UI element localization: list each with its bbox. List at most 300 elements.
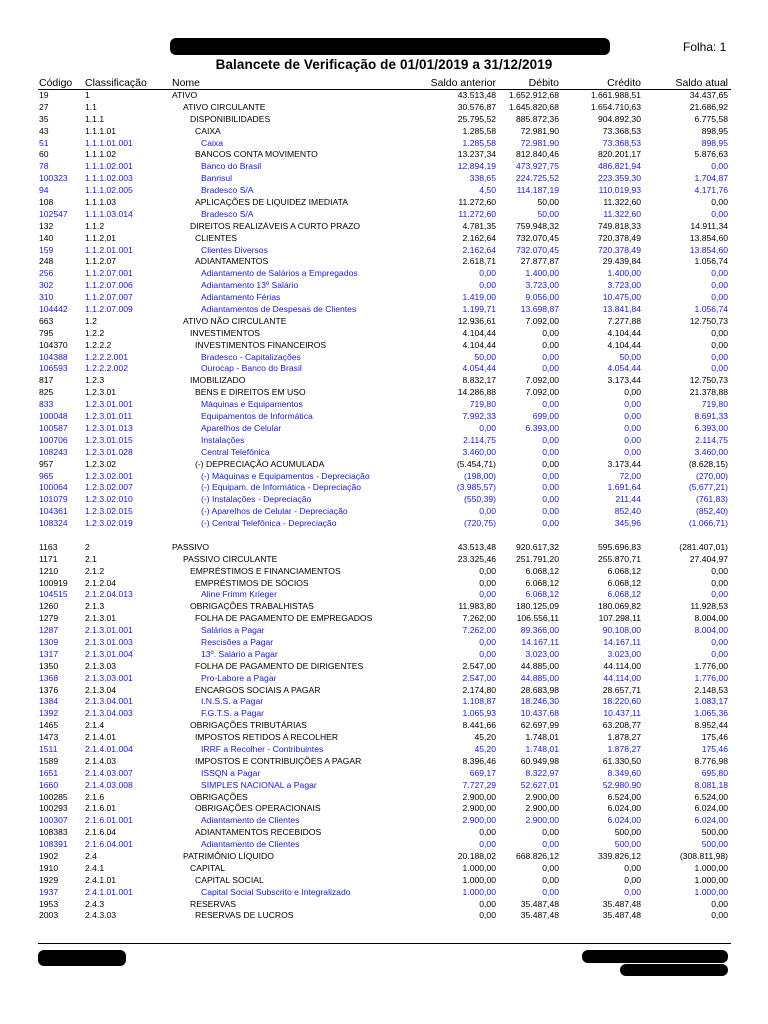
previous-balance: 7.727,29	[462, 779, 496, 790]
previous-balance: 20.188,02	[457, 851, 496, 861]
account-classification: 2.1.3.01	[85, 613, 117, 624]
table-row	[0, 494, 768, 506]
credit: 35.487,48	[602, 910, 641, 921]
previous-balance: 1.108,87	[462, 696, 496, 707]
section-spacer	[0, 530, 768, 542]
current-balance: 13.854,60	[689, 232, 728, 243]
header-current-balance: Saldo atual	[675, 77, 728, 89]
previous-balance: 1.000,00	[462, 886, 496, 897]
account-name: OBRIGAÇÕES TRABALHISTAS	[190, 601, 314, 612]
account-classification: 2.4.3.03	[85, 910, 117, 921]
table-row	[0, 114, 768, 126]
account-classification: 1.1.2.07.006	[85, 280, 133, 291]
account-code: 1368	[39, 672, 59, 683]
credit: 14.167,11	[603, 636, 641, 647]
previous-balance: 0,00	[479, 268, 496, 279]
account-code: 663	[39, 315, 54, 326]
debit: 473.927,75	[515, 161, 559, 172]
current-balance: 21.378,88	[689, 387, 728, 398]
current-balance: 0,00	[711, 589, 728, 600]
credit: 6.068,12	[607, 589, 641, 600]
previous-balance: 11.272,60	[458, 197, 496, 208]
account-code: 104388	[39, 351, 68, 362]
current-balance: (852,40)	[695, 506, 728, 517]
table-row	[0, 613, 768, 625]
account-code: 94	[39, 185, 49, 196]
account-classification: 2.1.4	[85, 720, 105, 731]
account-name: BENS E DIREITOS EM USO	[195, 387, 306, 398]
account-code: 302	[39, 280, 54, 291]
current-balance: 0,00	[711, 910, 728, 921]
credit: 500,00	[614, 827, 641, 838]
table-row	[0, 173, 768, 185]
previous-balance: 11.983,80	[458, 601, 496, 612]
account-classification: 2.1.6.04	[85, 827, 117, 838]
table-row	[0, 506, 768, 518]
table-row	[0, 138, 768, 150]
ledger-table	[0, 90, 768, 922]
table-row	[0, 221, 768, 233]
table-row	[0, 673, 768, 685]
current-balance: 21.686,92	[689, 101, 728, 112]
account-name: EMPRÉSTIMOS E FINANCIAMENTOS	[190, 565, 341, 576]
account-classification: 1.1.1.01	[85, 125, 117, 136]
previous-balance: 0,00	[479, 506, 496, 517]
debit: 885.872,36	[515, 113, 559, 124]
table-row	[0, 161, 768, 173]
previous-balance: 338,65	[469, 173, 496, 184]
account-code: 104361	[39, 506, 68, 517]
previous-balance: 43.513,48	[457, 541, 496, 552]
current-balance: 175,46	[701, 732, 728, 743]
credit: 255.870,71	[597, 553, 641, 564]
table-row	[0, 851, 768, 863]
header-debit: Débito	[528, 77, 559, 89]
previous-balance: 13.237,34	[457, 149, 496, 160]
debit: 0,00	[542, 874, 559, 885]
table-row	[0, 399, 768, 411]
account-classification: 1.2.3.02.001	[85, 470, 133, 481]
credit: 4.054,44	[607, 363, 641, 374]
account-code: 1929	[39, 874, 59, 885]
account-classification: 1.1.1.02.001	[85, 161, 133, 172]
account-name: IMPOSTOS RETIDOS A RECOLHER	[195, 732, 339, 743]
table-row	[0, 471, 768, 483]
table-row	[0, 756, 768, 768]
account-code: 1392	[39, 708, 59, 719]
credit: 1.878,27	[607, 743, 641, 754]
account-name: PASSIVO CIRCULANTE	[183, 553, 278, 564]
account-name: Aline Frimm Krieger	[201, 589, 277, 600]
current-balance: 8.776,98	[694, 755, 728, 766]
account-name: Banrisul	[201, 173, 233, 184]
credit: 13.841,84	[602, 304, 641, 315]
account-classification: 2.1.6.04.001	[85, 839, 133, 850]
credit: 211,44	[615, 494, 641, 505]
account-classification: 2.1.6.01	[85, 803, 117, 814]
account-name: Capital Social Subscrito e Integralizado	[201, 886, 351, 897]
current-balance: 0,00	[711, 161, 728, 172]
current-balance: (308.811,98)	[679, 851, 728, 861]
account-classification: 2.1.3	[85, 601, 105, 612]
current-balance: 719,80	[701, 399, 728, 410]
previous-balance: (720,75)	[463, 518, 496, 529]
debit: 6.068,12	[525, 565, 559, 576]
account-classification: 1.2.3.02.019	[85, 518, 133, 529]
account-classification: 1.1.2.07.007	[85, 292, 133, 303]
current-balance: 0,00	[711, 351, 728, 362]
debit: 10.437,68	[520, 708, 559, 719]
previous-balance: 669,17	[469, 767, 496, 778]
debit: 7.092,00	[525, 315, 559, 326]
account-classification: 2.1.4.01.004	[85, 743, 133, 754]
debit: 13.698,87	[520, 304, 559, 315]
current-balance: 0,00	[711, 898, 728, 909]
table-row	[0, 363, 768, 375]
previous-balance: 4.104,44	[462, 327, 496, 338]
credit: 72,00	[619, 470, 641, 481]
account-classification: 1.1.1.02	[85, 149, 117, 160]
credit: 18.220,60	[602, 696, 641, 707]
account-code: 100064	[39, 482, 68, 493]
current-balance: 898,95	[701, 137, 728, 148]
account-code: 1902	[39, 851, 59, 861]
current-balance: 1.083,17	[694, 696, 728, 707]
debit: 50,00	[537, 197, 559, 208]
current-balance: 0,00	[711, 292, 728, 303]
account-classification: 1.1.1.01.001	[85, 137, 133, 148]
credit: 0,00	[624, 874, 641, 885]
previous-balance: 0,00	[479, 589, 496, 600]
account-classification: 1.2.3.01.015	[85, 434, 133, 445]
table-row	[0, 827, 768, 839]
current-balance: 8.952,44	[694, 720, 728, 731]
previous-balance: 7.992,33	[462, 411, 496, 422]
previous-balance: 0,00	[479, 422, 496, 433]
table-row	[0, 792, 768, 804]
credit: 50,00	[619, 351, 641, 362]
account-name: Instalações	[201, 434, 245, 445]
current-balance: 1.065,36	[694, 708, 728, 719]
table-row	[0, 447, 768, 459]
previous-balance: (5.454,71)	[456, 458, 496, 469]
current-balance: (8.628,15)	[688, 458, 728, 469]
account-name: Salários a Pagar	[201, 625, 265, 636]
account-classification: 2.4.1.01.001	[85, 886, 133, 897]
account-classification: 2.1.3.01.001	[85, 625, 133, 636]
debit: 50,00	[537, 208, 559, 219]
account-name: Bradesco S/A	[201, 185, 254, 196]
previous-balance: (550,39)	[463, 494, 496, 505]
credit: 90.108,00	[602, 625, 641, 636]
table-row	[0, 459, 768, 471]
account-code: 100706	[39, 434, 68, 445]
previous-balance: 2.174,80	[462, 684, 496, 695]
table-row	[0, 578, 768, 590]
account-classification: 1.2.3.02.007	[85, 482, 133, 493]
previous-balance: 14.286,88	[457, 387, 496, 398]
account-classification: 1.1.1.03.014	[85, 208, 133, 219]
credit: 1.691,64	[607, 482, 641, 493]
previous-balance: 30.576,87	[457, 101, 496, 112]
current-balance: 0,00	[711, 636, 728, 647]
debit: 2.900,00	[525, 815, 559, 826]
debit: 0,00	[542, 470, 559, 481]
previous-balance: 0,00	[479, 898, 496, 909]
debit: 6.068,12	[525, 577, 559, 588]
account-code: 100048	[39, 411, 68, 422]
credit: 0,00	[624, 399, 641, 410]
account-classification: 2.1.4.03	[85, 755, 117, 766]
account-name: (-) Central Telefônica - Depreciação	[201, 518, 337, 529]
account-classification: 1.2.3.01.013	[85, 422, 133, 433]
credit: 107.298,11	[598, 613, 641, 624]
table-row	[0, 149, 768, 161]
credit: 1.661.988,51	[590, 90, 641, 100]
table-row	[0, 542, 768, 554]
account-name: SIMPLES NACIONAL a Pagar	[201, 779, 317, 790]
account-code: 102547	[39, 208, 68, 219]
account-name: Rescisões a Pagar	[201, 636, 274, 647]
current-balance: 5.876,63	[694, 149, 728, 160]
debit: 0,00	[542, 494, 559, 505]
current-balance: 12.750,73	[689, 375, 728, 386]
account-classification: 2.4	[85, 851, 97, 861]
account-code: 100323	[39, 173, 68, 184]
account-classification: 2.1.3.01.004	[85, 648, 133, 659]
account-classification: 1.2	[85, 315, 97, 326]
account-code: 1309	[39, 636, 59, 647]
current-balance: 1.776,00	[694, 660, 728, 671]
account-code: 1317	[39, 648, 59, 659]
account-code: 1287	[39, 625, 59, 636]
debit: 18.246,30	[520, 696, 559, 707]
account-name: (-) Máquinas e Equipamentos - Depreciação	[201, 470, 370, 481]
credit: 73.368,53	[602, 125, 641, 136]
credit: 0,00	[624, 446, 641, 457]
previous-balance: 4.104,44	[462, 339, 496, 350]
current-balance: 0,00	[711, 648, 728, 659]
account-name: RESERVAS	[190, 898, 237, 909]
previous-balance: 23.325,46	[457, 553, 496, 564]
debit: 2.900,00	[525, 803, 559, 814]
account-name: BANCOS CONTA MOVIMENTO	[195, 149, 318, 160]
debit: 72.981,90	[520, 125, 559, 136]
credit: 61.330,50	[602, 755, 641, 766]
table-row	[0, 256, 768, 268]
account-code: 104442	[39, 304, 68, 315]
account-code: 1937	[39, 886, 59, 897]
account-name: Pro-Labore a Pagar	[201, 672, 277, 683]
current-balance: 8.004,00	[694, 613, 728, 624]
previous-balance: 1.285,58	[462, 137, 496, 148]
current-balance: 34.437,65	[689, 90, 728, 100]
header-previous-balance: Saldo anterior	[430, 77, 496, 89]
credit: 345,96	[614, 518, 641, 529]
previous-balance: 2.900,00	[462, 791, 496, 802]
table-row	[0, 744, 768, 756]
account-classification: 2.1.6.01.001	[85, 815, 133, 826]
account-name: (-) Instalações - Depreciação	[201, 494, 312, 505]
page-number: Folha: 1	[683, 40, 727, 54]
debit: 7.092,00	[525, 375, 559, 386]
table-row	[0, 423, 768, 435]
table-row	[0, 126, 768, 138]
previous-balance: 0,00	[479, 565, 496, 576]
previous-balance: 12.894,19	[457, 161, 496, 172]
account-name: IMOBILIZADO	[190, 375, 246, 386]
current-balance: 6.024,00	[694, 803, 728, 814]
debit: 0,00	[542, 458, 559, 469]
debit: 0,00	[542, 827, 559, 838]
previous-balance: 0,00	[479, 648, 496, 659]
debit: 0,00	[542, 518, 559, 529]
account-code: 825	[39, 387, 54, 398]
account-name: OBRIGAÇÕES	[190, 791, 248, 802]
current-balance: 175,46	[701, 743, 728, 754]
debit: 6.068,12	[525, 589, 559, 600]
current-balance: 1.704,87	[694, 173, 728, 184]
table-row	[0, 649, 768, 661]
previous-balance: 1.065,93	[462, 708, 496, 719]
credit: 44.114,00	[603, 672, 641, 683]
previous-balance: 7.262,00	[462, 625, 496, 636]
previous-balance: 8.832,17	[462, 375, 496, 386]
report-title: Balancete de Verificação de 01/01/2019 a 31/12/2019	[215, 57, 553, 72]
table-row	[0, 875, 768, 887]
previous-balance: 2.114,75	[463, 434, 496, 445]
debit: 62.697,99	[520, 720, 559, 731]
credit: 1.654.710,63	[590, 101, 641, 112]
current-balance: 6.393,00	[694, 422, 728, 433]
debit: 72.981,90	[520, 137, 559, 148]
account-code: 101079	[39, 494, 68, 505]
table-row	[0, 280, 768, 292]
header-credit: Crédito	[607, 77, 641, 89]
account-code: 100307	[39, 815, 68, 826]
credit: 52.980,90	[602, 779, 641, 790]
table-row	[0, 910, 768, 922]
account-code: 1279	[39, 613, 59, 624]
current-balance: 898,95	[701, 125, 728, 136]
previous-balance: 2.162,64	[462, 232, 496, 243]
account-name: F.G.T.S. a Pagar	[201, 708, 265, 719]
redacted-footer-right	[582, 950, 728, 963]
credit: 720.378,49	[597, 232, 641, 243]
account-name: Máquinas e Equipamentos	[201, 399, 303, 410]
account-classification: 2.1.4.01	[85, 732, 117, 743]
current-balance: 0,00	[711, 280, 728, 291]
table-row	[0, 90, 768, 102]
account-name: ATIVO CIRCULANTE	[183, 101, 266, 112]
credit: 720.378,49	[597, 244, 641, 255]
account-classification: 1.1	[85, 101, 97, 112]
current-balance: 500,00	[701, 827, 728, 838]
current-balance: 14.911,34	[690, 220, 728, 231]
account-name: Adiantamento de Clientes	[201, 815, 300, 826]
table-row	[0, 625, 768, 637]
table-row	[0, 375, 768, 387]
current-balance: (5.677,21)	[688, 482, 728, 493]
account-classification: 1.2.3.01.011	[85, 411, 133, 422]
credit: 11.322,60	[603, 208, 641, 219]
table-row	[0, 328, 768, 340]
previous-balance: 1.285,58	[462, 125, 496, 136]
debit: 3.023,00	[525, 648, 559, 659]
credit: 44.114,00	[603, 660, 641, 671]
account-code: 27	[39, 101, 49, 112]
account-classification: 1.2.3.02	[85, 458, 117, 469]
debit: 0,00	[542, 339, 559, 350]
debit: 0,00	[542, 482, 559, 493]
current-balance: 2.114,75	[695, 434, 728, 445]
table-row	[0, 268, 768, 280]
account-classification: 1.1.2.07	[85, 256, 117, 267]
account-classification: 1.1.2.07.009	[85, 304, 133, 315]
debit: 106.556,11	[516, 613, 559, 624]
credit: 223.359,30	[597, 173, 641, 184]
table-row	[0, 352, 768, 364]
debit: 0,00	[542, 839, 559, 850]
table-row	[0, 411, 768, 423]
previous-balance: 4.054,44	[462, 363, 496, 374]
table-row	[0, 803, 768, 815]
account-name: Clientes Diversos	[201, 244, 268, 255]
account-classification: 2.1.3.03.001	[85, 672, 133, 683]
table-row	[0, 482, 768, 494]
debit: 0,00	[542, 862, 559, 873]
account-name: Bradesco - Capitalizações	[201, 351, 301, 362]
previous-balance: 1.419,00	[462, 292, 496, 303]
table-row	[0, 245, 768, 257]
redacted-footer-right-2	[620, 964, 728, 976]
account-classification: 2.1.4.03.008	[85, 779, 133, 790]
debit: 9.056,00	[525, 292, 559, 303]
credit: 28.657,71	[602, 684, 641, 695]
account-code: 1171	[39, 553, 58, 564]
previous-balance: 2.900,00	[462, 803, 496, 814]
table-row	[0, 661, 768, 673]
account-classification: 2.1.2	[85, 565, 105, 576]
account-code: 43	[39, 125, 49, 136]
account-classification: 1.2.3.01	[85, 387, 117, 398]
credit: 4.104,44	[607, 339, 641, 350]
debit: 7.092,00	[525, 387, 559, 398]
account-classification: 2.1.3.03	[85, 660, 117, 671]
account-name: PATRIMÔNIO LÍQUIDO	[183, 851, 274, 861]
table-row	[0, 292, 768, 304]
account-name: Ourocap - Banco do Brasil	[201, 363, 302, 374]
account-classification: 1.1.2.07.001	[85, 268, 133, 279]
account-code: 108243	[39, 446, 68, 457]
account-code: 2003	[39, 910, 59, 921]
previous-balance: 8.441,66	[462, 720, 496, 731]
account-code: 19	[39, 90, 49, 100]
table-row	[0, 185, 768, 197]
current-balance: 1.000,00	[694, 862, 728, 873]
debit: 2.900,00	[525, 791, 559, 802]
account-code: 78	[39, 161, 49, 172]
credit: 29.439,84	[602, 256, 641, 267]
header-code: Código	[39, 77, 73, 89]
account-code: 108391	[39, 839, 68, 850]
previous-balance: (3.985,57)	[456, 482, 496, 493]
current-balance: (281.407,01)	[679, 541, 728, 552]
debit: 35.487,48	[520, 910, 559, 921]
current-balance: (761,83)	[695, 494, 728, 505]
account-name: EMPRÉSTIMOS DE SÓCIOS	[195, 577, 309, 588]
table-row	[0, 102, 768, 114]
